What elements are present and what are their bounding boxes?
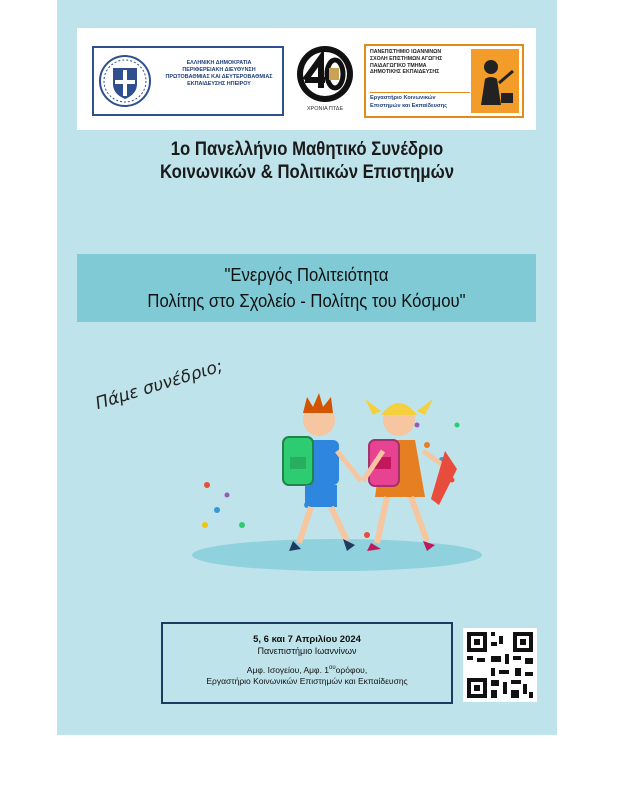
- qr-code-icon[interactable]: [463, 628, 537, 702]
- conference-title: [57, 138, 557, 184]
- ptde-label: ΧΡΟΝΙΑ ΠΤΔΕ: [306, 106, 344, 112]
- girl-figure: [363, 399, 457, 551]
- theme-line1: "Ενεργός Πολιτειότητα: [224, 264, 389, 285]
- theme-line2: Πολίτης στο Σχολείο - Πολίτης του Κόσμου": [147, 290, 466, 311]
- event-venue-line2: Εργαστήριο Κοινωνικών Επιστημών και Εκπαίδευσης: [206, 676, 408, 686]
- university-lab-logo: [471, 49, 519, 113]
- poster: [57, 0, 557, 735]
- ptde-logo: [295, 44, 355, 124]
- event-university: Πανεπιστήμιο Ιωαννίνων: [257, 646, 357, 656]
- event-info-box: [161, 622, 453, 704]
- university-lab-name: Εργαστήριο Κοινωνικών Επιστημών και Εκπαίδευσης: [370, 92, 470, 110]
- logo-bar: [77, 28, 536, 130]
- university-text: ΠΑΝΕΠΙΣΤΗΜΙΟ ΙΩΑΝΝΙΝΩΝ ΣΧΟΛΗ ΕΠΙΣΤΗΜΩΝ ΑΓΩΓΗΣ ΠΑΙΔΑΓΩΓΙΚΟ ΤΜΗΜΑ ΔΗΜΟΤΙΚΗΣ ΕΚΠΑΙΔΕΥΣΗΣ: [370, 49, 443, 76]
- conference-title-line1: 1ο Πανελλήνιο Μαθητικό Συνέδριο: [170, 139, 444, 160]
- conference-title-line2: Κοινωνικών & Πολιτικών Επιστημών: [159, 162, 455, 183]
- government-logo: [92, 46, 284, 116]
- government-text: ΕΛΛΗΝΙΚΗ ΔΗΜΟΚΡΑΤΙΑ ΠΕΡΙΦΕΡΕΙΑΚΗ ΔΙΕΥΘΥΝΣΗ ΠΡΩΤΟΒΑΘΜΙΑΣ ΚΑΙ ΔΕΥΤΕΡΟΒΑΘΜΙΑΣ ΕΚΠΑΙΔΕΥΣΗΣ ΗΠΕΙΡΟΥ: [165, 60, 273, 87]
- boy-figure: [283, 393, 361, 551]
- university-logo: [364, 44, 524, 118]
- slogan: Πάμε συνέδριο;: [93, 356, 226, 414]
- event-venue-line1: Αμφ. Ισογείου, Αμφ. $1^{o\upsilon}o\rho ό\varphi o\upsilon$,: [246, 665, 368, 675]
- greek-emblem-icon: [98, 54, 152, 108]
- theme-box: [77, 254, 536, 322]
- event-dates: 5, 6 και 7 Απριλίου 2024: [253, 634, 361, 645]
- children-illustration: [187, 385, 487, 575]
- 40-years-ptde-logo: [295, 44, 355, 104]
